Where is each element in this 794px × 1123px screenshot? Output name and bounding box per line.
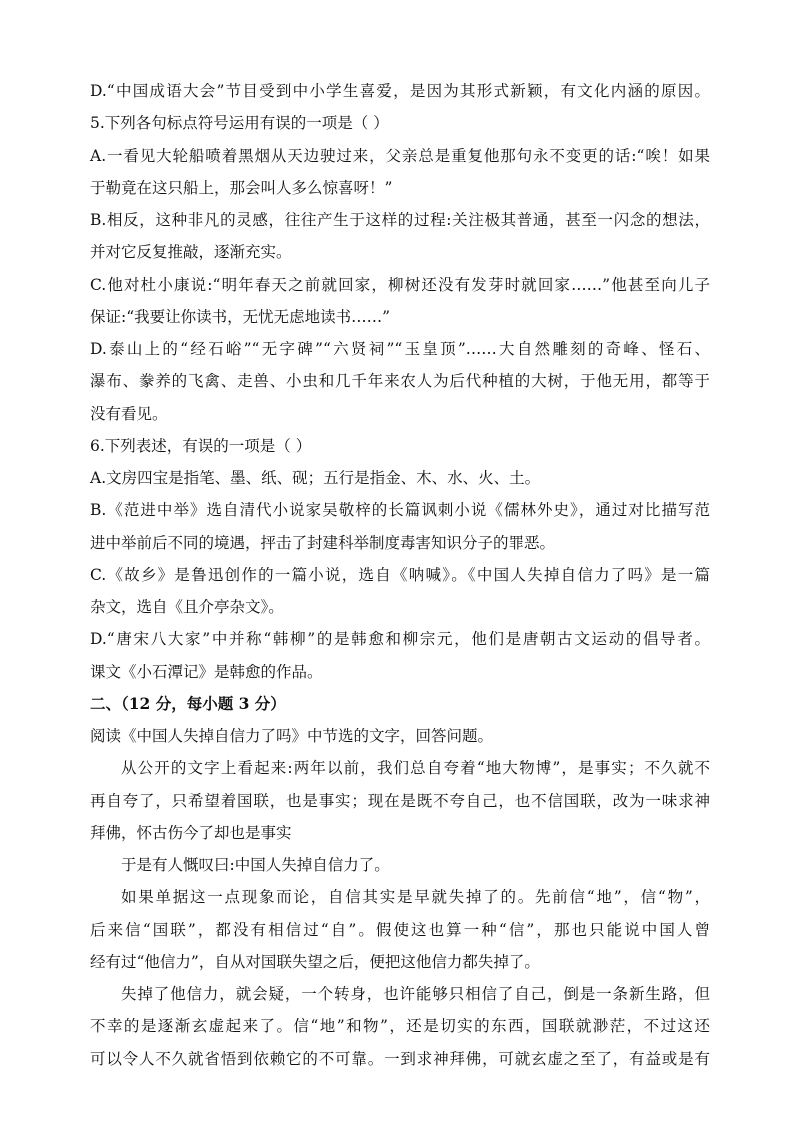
- option-b-q5-line2: 并对它反复推敲，逐渐充实。: [90, 243, 292, 261]
- question-5-stem: 5.下列各句标点符号运用有误的一项是（ ）: [90, 114, 389, 132]
- reading-instruction: 阅读《中国人失掉自信力了吗》中节选的文字，回答问题。: [90, 727, 494, 745]
- passage-para1-line2: 再自夸了，只希望着国联，也是事实；现在是既不夸自己，也不信国联，改为一味求神: [90, 792, 710, 810]
- passage-para4-line2: 不幸的是逐渐玄虚起来了。信“地”和物”，还是切实的东西，国联就渺茫，不过这还: [90, 1017, 710, 1035]
- passage-para3-line2: 后来信“国联”，都没有相信过“自”。假使这也算一种“信”，那也只能说中国人曾: [90, 921, 710, 939]
- section-2-heading: 二、（12 分，每小题 3 分）: [90, 694, 286, 713]
- option-d-q5-line1: D.泰山上的“经石峪”“无字碑”“六贤祠”“玉皇顶”……大自然雕刻的奇峰、怪石、: [90, 340, 710, 358]
- passage-para2: 于是有人慨叹曰:中国人失掉自信力了。: [121, 856, 390, 874]
- option-a-q5-line1: A.一看见大轮船喷着黑烟从天边驶过来，父亲总是重复他那句永不变更的话:“唉！如果: [90, 147, 710, 165]
- option-c-q6-line1: C.《故乡》是鲁迅创作的一篇小说，选自《呐喊》。《中国人失掉自信力了吗》是一篇: [90, 566, 710, 584]
- option-a-q6: A.文房四宝是指笔、墨、纸、砚；五行是指金、木、水、火、土。: [90, 469, 541, 487]
- option-c-q6-line2: 杂文，选自《且介亭杂文》。: [90, 598, 284, 616]
- passage-para3-line3: 经有过“他信力”，自从对国联失望之后，便把这他信力都失掉了。: [90, 953, 540, 971]
- option-d-q5-line3: 没有看见。: [90, 405, 168, 423]
- option-d-q5-line2: 瀑布、豢养的飞禽、走兽、小虫和几千年来农人为后代种植的大树，于他无用，都等于: [90, 372, 710, 390]
- option-b-q6-line2: 进中举前后不同的境遇，抨击了封建科举制度毒害知识分子的罪恶。: [90, 534, 556, 552]
- passage-para3-line1: 如果单据这一点现象而论，自信其实是早就失掉了的。先前信“地”，信“物”，: [121, 888, 710, 906]
- passage-para4-line1: 失掉了他信力，就会疑，一个转身，也许能够只相信了自己，倒是一条新生路，但: [121, 985, 710, 1003]
- option-c-q5-line1: C.他对杜小康说:“明年春天之前就回家，柳树还没有发芽时就回家……”他甚至向儿子: [90, 276, 710, 294]
- option-b-q5-line1: B.相反，这种非凡的灵感，往往产生于这样的过程:关注极其普通，甚至一闪念的想法，: [90, 211, 710, 229]
- passage-para1-line3: 拜佛，怀古伤今了却也是事实: [90, 824, 292, 842]
- option-a-q5-line2: 于勒竟在这只船上，那会叫人多么惊喜呀！”: [90, 179, 393, 197]
- option-b-q6-line1: B.《范进中举》选自清代小说家吴敬梓的长篇讽刺小说《儒林外史》，通过对比描写范: [90, 501, 710, 519]
- passage-para4-line3: 可以令人不久就省悟到依赖它的不可靠。一到求神拜佛，可就玄虚之至了，有益或是有: [90, 1050, 710, 1068]
- option-d-q6-line1: D.“唐宋八大家”中并称“韩柳”的是韩愈和柳宗元，他们是唐朝古文运动的倡导者。: [90, 630, 710, 648]
- option-c-q5-line2: 保证:“我要让你读书，无忧无虑地读书……”: [90, 308, 391, 326]
- option-d-q6-line2: 课文《小石潭记》是韩愈的作品。: [90, 663, 323, 681]
- passage-para1-line1: 从公开的文字上看起来:两年以前，我们总自夸着“地大物博”，是事实；不久就不: [121, 759, 710, 777]
- option-d-q4: D.“中国成语大会”节目受到中小学生喜爱，是因为其形式新颖，有文化内涵的原因。: [90, 82, 710, 100]
- question-6-stem: 6.下列表述，有误的一项是（ ）: [90, 437, 312, 455]
